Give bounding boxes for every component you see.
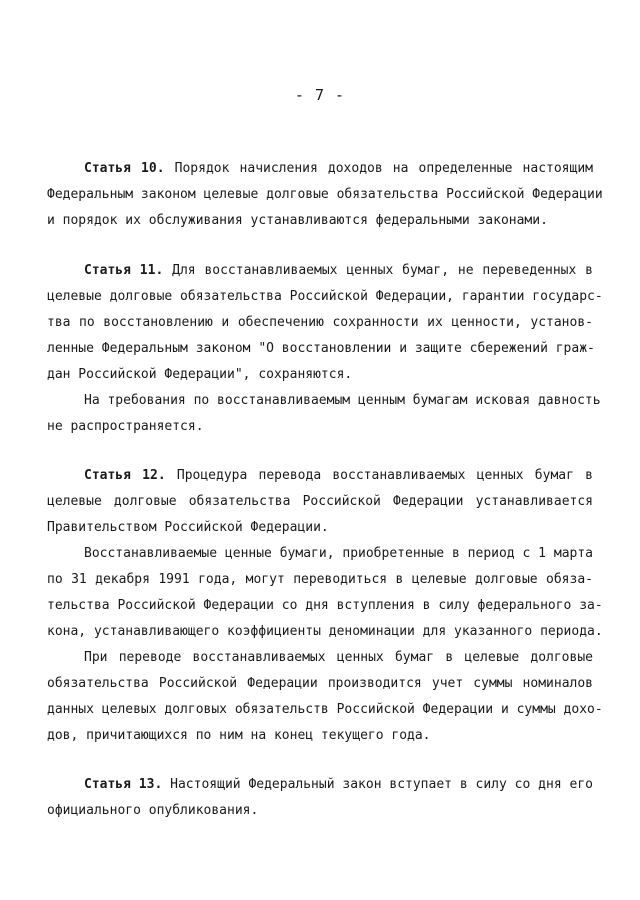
article-11-p2-line-2: не распространяется.	[47, 419, 204, 434]
article-11-line-1	[84, 262, 593, 280]
page-number: - 7 -	[294, 86, 346, 104]
article-11-text: Для восстанавливаемых ценных бумаг, не переведенных в	[172, 263, 593, 278]
article-12-p2-line-3: тельства Российской Федерации со дня вступления в силу федерального за-	[47, 598, 603, 613]
article-12-label: Статья 12.	[84, 468, 166, 483]
article-13-line-2: официального опубликования.	[47, 803, 259, 818]
article-12-line-1	[84, 467, 593, 485]
article-13-line-1	[84, 776, 593, 794]
article-11-line-3: тва по восстановлению и обеспечению сохранности их ценности, установ-	[47, 315, 593, 330]
article-13-label: Статья 13.	[84, 777, 163, 792]
article-10-label: Статья 10.	[84, 161, 165, 176]
article-10-text: Порядок начисления доходов на определенные настоящим	[174, 161, 593, 176]
article-10-line-1	[84, 160, 593, 178]
article-12-p2-line-4: кона, устанавливающего коэффициенты деноминации для указанного периода.	[47, 624, 603, 639]
article-11-line-2: целевые долговые обязательства Российской Федерации, гарантии государс-	[47, 289, 603, 304]
article-12-p3-line-2: обязательства Российской Федерации производится учет суммы номиналов	[47, 676, 593, 691]
article-11-line-4: ленные Федеральным законом "О восстановлении и защите сбережений граж-	[47, 341, 595, 356]
article-12-p2-line-2: по 31 декабря 1991 года, могут переводиться в целевые долговые обяза-	[47, 572, 593, 587]
article-13-text: Настоящий Федеральный закон вступает в силу со дня его	[170, 777, 593, 792]
article-12-line-3: Правительством Российской Федерации.	[47, 520, 329, 535]
article-12-line-2: целевые долговые обязательства Российской Федерации устанавливается	[47, 494, 593, 509]
article-12-p3-line-1: При переводе восстанавливаемых ценных бумаг в целевые долговые	[84, 650, 593, 665]
article-12-p2-line-1: Восстанавливаемые ценные бумаги, приобретенные в период с 1 марта	[84, 546, 593, 561]
article-11-label: Статья 11.	[84, 263, 164, 278]
article-12-text: Процедура перевода восстанавливаемых ценных бумаг в	[176, 468, 593, 483]
article-12-p3-line-3: данных целевых долговых обязательств Российской Федерации и суммы дохо-	[47, 702, 603, 717]
article-11-p2-line-1: На требования по восстанавливаемым ценным бумагам исковая давность	[84, 393, 601, 408]
article-10-line-3: и порядок их обслуживания устанавливаются федеральными законами.	[47, 213, 548, 228]
article-12-p3-line-4: дов, причитающихся по ним на конец текущего года.	[47, 728, 431, 743]
article-10-line-2: Федеральным законом целевые долговые обязательства Российской Федерации	[47, 187, 603, 202]
article-11-line-5: дан Российской Федерации", сохраняются.	[47, 367, 353, 382]
